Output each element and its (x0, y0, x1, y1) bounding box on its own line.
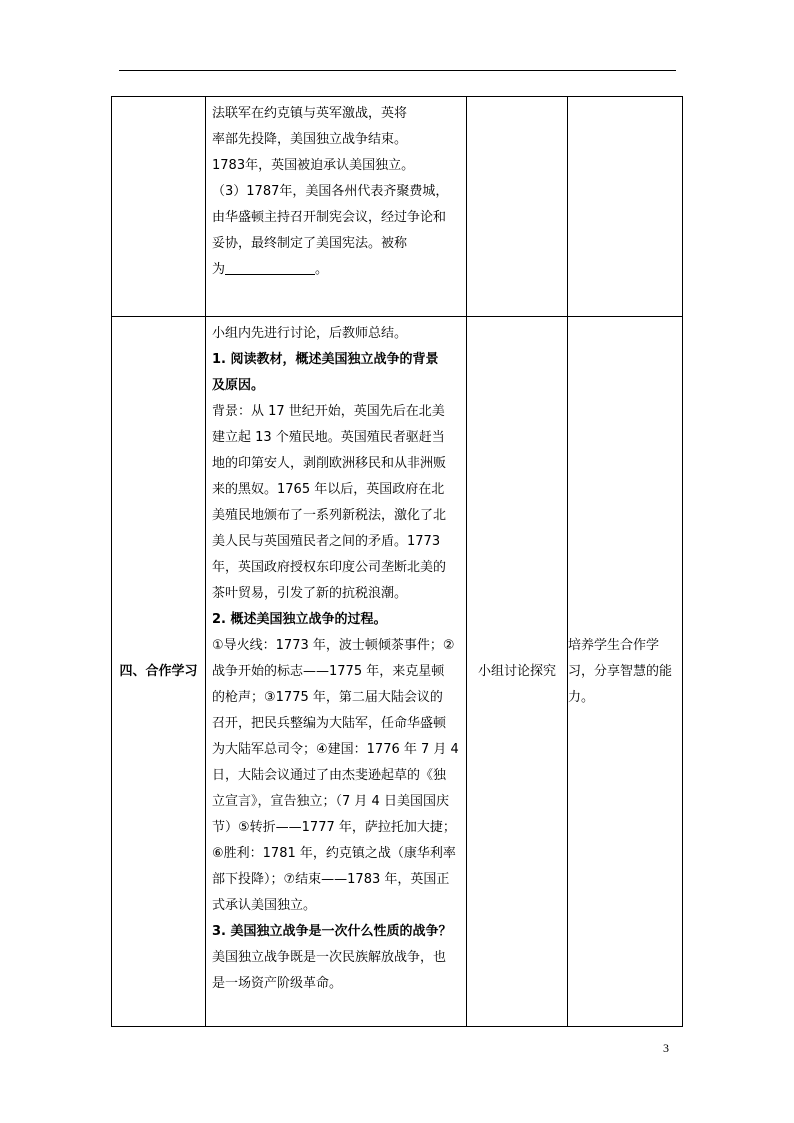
text-line: 年，英国政府授权东印度公司垄断北美的 (212, 560, 447, 575)
text-line: 节）⑤转折——1777 年，萨拉托加大捷； (212, 820, 456, 835)
text-line: 地的印第安人，剥削欧洲移民和从非洲贩 (212, 456, 447, 471)
text-line: （3）1787年，美国各州代表齐聚费城， (212, 184, 449, 199)
lesson-plan-table (111, 96, 683, 1027)
text-line: 召开，把民兵整编为大陆军，任命华盛顿 (212, 716, 447, 731)
text-line: 美国独立战争既是一次民族解放战争，也 (212, 950, 447, 965)
text-line: 小组内先进行讨论，后教师总结。 (212, 326, 408, 341)
content-cell (206, 317, 467, 1027)
text-line-with-blank (212, 257, 460, 283)
text-line: 美殖民地颁布了一系列新税法，激化了北 (212, 508, 447, 523)
text-line: 是一场资产阶级革命。 (212, 976, 343, 991)
fill-in-blank (225, 260, 315, 275)
table-row (112, 97, 683, 317)
text-line: 3. 美国独立战争是一次什么性质的战争？ (212, 924, 452, 939)
text-line: 日，大陆会议通过了由杰斐逊起草的《独 (212, 768, 447, 783)
method-cell: 小组讨论探究 (467, 317, 568, 1027)
text-line: 率部先投降，美国独立战争结束。 (212, 132, 408, 147)
text-suffix: 。 (315, 262, 329, 277)
text-line: 立宣言》，宣告独立；（7 月 4 日美国国庆 (212, 794, 449, 809)
text-line: 法联军在约克镇与英军激战，英将 (212, 106, 408, 121)
text-line: 为大陆军总司令；④建国：1776 年 7 月 4 (212, 742, 459, 757)
text-line: 由华盛顿主持召开制宪会议，经过争论和 (212, 210, 447, 225)
stage-cell-empty (112, 97, 206, 317)
text-line: 部下投降）；⑦结束——1783 年，英国正 (212, 872, 450, 887)
text-prefix: 为 (212, 262, 226, 277)
content-cell (206, 97, 467, 317)
text-line: 茶叶贸易，引发了新的抗税浪潮。 (212, 586, 408, 601)
stage-label: 四、合作学习 (112, 317, 206, 1027)
goal-cell: 培养学生合作学习，分享智慧的能力。 (568, 317, 683, 1027)
text-line: ①导火线：1773 年，波士顿倾茶事件；② (212, 638, 455, 653)
text-line: 1. 阅读教材，概述美国独立战争的背景 (212, 352, 439, 367)
text-line: 的枪声；③1775 年，第二届大陆会议的 (212, 690, 443, 705)
text-line: 美人民与英国殖民者之间的矛盾。1773 (212, 534, 441, 549)
text-line: 妥协，最终制定了美国宪法。被称 (212, 236, 408, 251)
table-row (112, 317, 683, 1027)
header-rule (119, 70, 676, 71)
content-text (206, 97, 466, 283)
page-number: 3 (663, 1041, 669, 1055)
goal-cell-empty (568, 97, 683, 317)
text-line: 来的黑奴。1765 年以后，英国政府在北 (212, 482, 445, 497)
text-line: 式承认美国独立。 (212, 898, 317, 913)
text-line: 及原因。 (212, 378, 265, 393)
content-text (206, 317, 466, 997)
text-line: ⑥胜利：1781 年，约克镇之战（康华利率 (212, 846, 456, 861)
text-line: 战争开始的标志——1775 年，来克星顿 (212, 664, 445, 679)
method-cell-empty (467, 97, 568, 317)
text-line: 建立起 13 个殖民地。英国殖民者驱赶当 (212, 430, 445, 445)
text-line: 1783年，英国被迫承认美国独立。 (212, 158, 415, 173)
text-line: 2. 概述美国独立战争的过程。 (212, 612, 387, 627)
text-line: 背景：从 17 世纪开始，英国先后在北美 (212, 404, 445, 419)
